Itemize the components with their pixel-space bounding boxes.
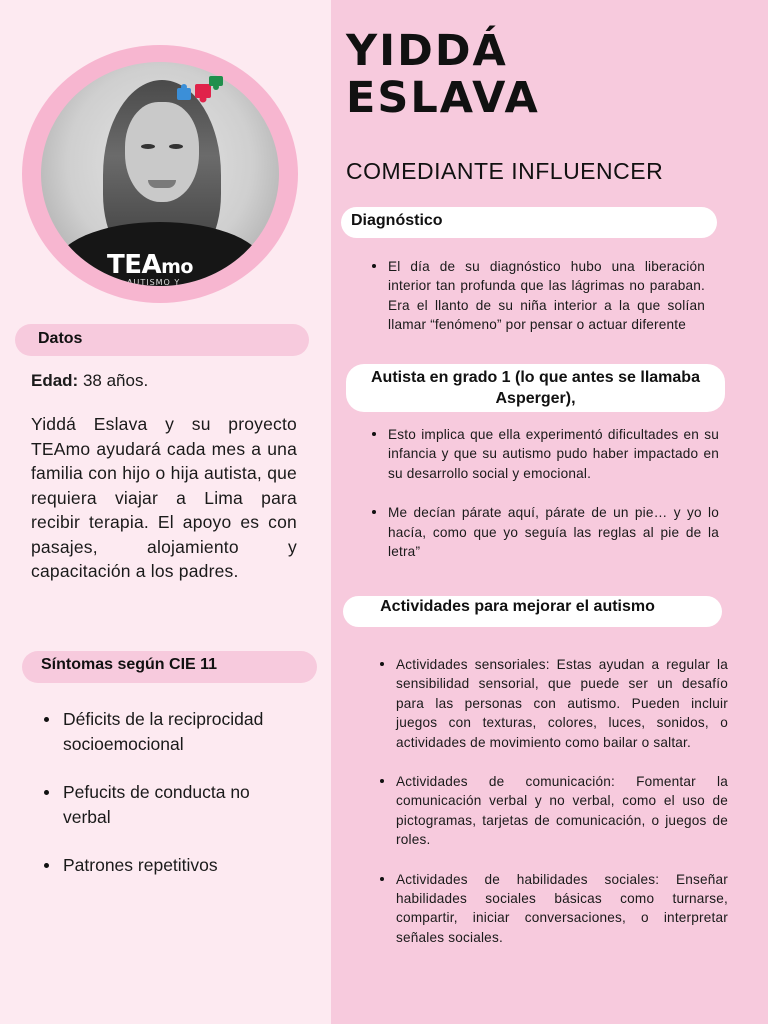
sintomas-heading: Síntomas según CIE 11	[22, 651, 317, 683]
profile-photo	[41, 62, 279, 286]
list-item: Patrones repetitivos	[42, 853, 302, 878]
grado-heading: Autista en grado 1 (lo que antes se llamaba Asperger),	[346, 364, 725, 412]
list-item: El día de su diagnóstico hubo una liberación interior tan profunda que las lágrimas no paraban. Era el llanto de su niña interior a la que solían llamar “fenómeno” por pensar o actuar diferente	[371, 257, 705, 335]
list-item: Actividades sensoriales: Estas ayudan a regular la sensibilidad sensorial, que puede ser un desafío para las personas con autismo. Pueden incluir juegos con texturas, colores, luces, sonidos, o actividades de movimiento como bailar o saltar.	[379, 655, 728, 752]
edad-label: Edad:	[31, 371, 79, 390]
photo-eye-left	[141, 144, 155, 149]
list-item: Actividades de comunicación: Fomentar la comunicación verbal y no verbal, como el uso de pictogramas, tarjetas de comunicación, o juegos de roles.	[379, 772, 728, 850]
name-first: YIDDÁ	[346, 26, 508, 76]
actividades-heading: Actividades para mejorar el autismo	[343, 596, 722, 627]
photo-eye-right	[169, 144, 183, 149]
bio-paragraph: Yiddá Eslava y su proyecto TEAmo ayudará cada mes a una familia con hijo o hija autista, que requiera viajar a Lima para recibir terapia. El apoyo es con pasajes, alojamiento y capacitación a los padres.	[31, 414, 297, 581]
edad-value: 38 años.	[78, 371, 149, 390]
diagnostico-list	[371, 257, 705, 335]
grado-list	[371, 425, 719, 561]
list-item: Actividades de habilidades sociales: Enseñar habilidades sociales básicas como turnarse, compartir, iniciar conversaciones, o interpretar señales sociales.	[379, 870, 728, 948]
actividades-list	[379, 655, 728, 947]
list-item: Déficits de la reciprocidad socioemocional	[42, 707, 302, 756]
person-name	[346, 28, 746, 122]
photo-smile	[148, 180, 176, 188]
edad-line	[31, 371, 301, 391]
list-item: Pefucits de conducta no verbal	[42, 780, 302, 829]
list-item: Me decían párate aquí, párate de un pie… y yo lo hacía, como que yo seguía las reglas al pie de la letra”	[371, 503, 719, 561]
diagnostico-heading: Diagnóstico	[341, 207, 717, 238]
puzzle-pieces-icon	[175, 74, 231, 110]
datos-heading: Datos	[15, 324, 309, 356]
person-role: COMEDIANTE INFLUENCER	[346, 158, 664, 184]
list-item: Esto implica que ella experimentó dificultades en su infancia y que su autismo pudo haber impactado en su desarrollo social y emocional.	[371, 425, 719, 483]
name-last: ESLAVA	[346, 73, 540, 123]
shirt-logo-text: TEAmo	[107, 250, 193, 280]
sintomas-list	[42, 707, 302, 902]
shirt-subtext: AUTISMO Y	[127, 278, 181, 286]
